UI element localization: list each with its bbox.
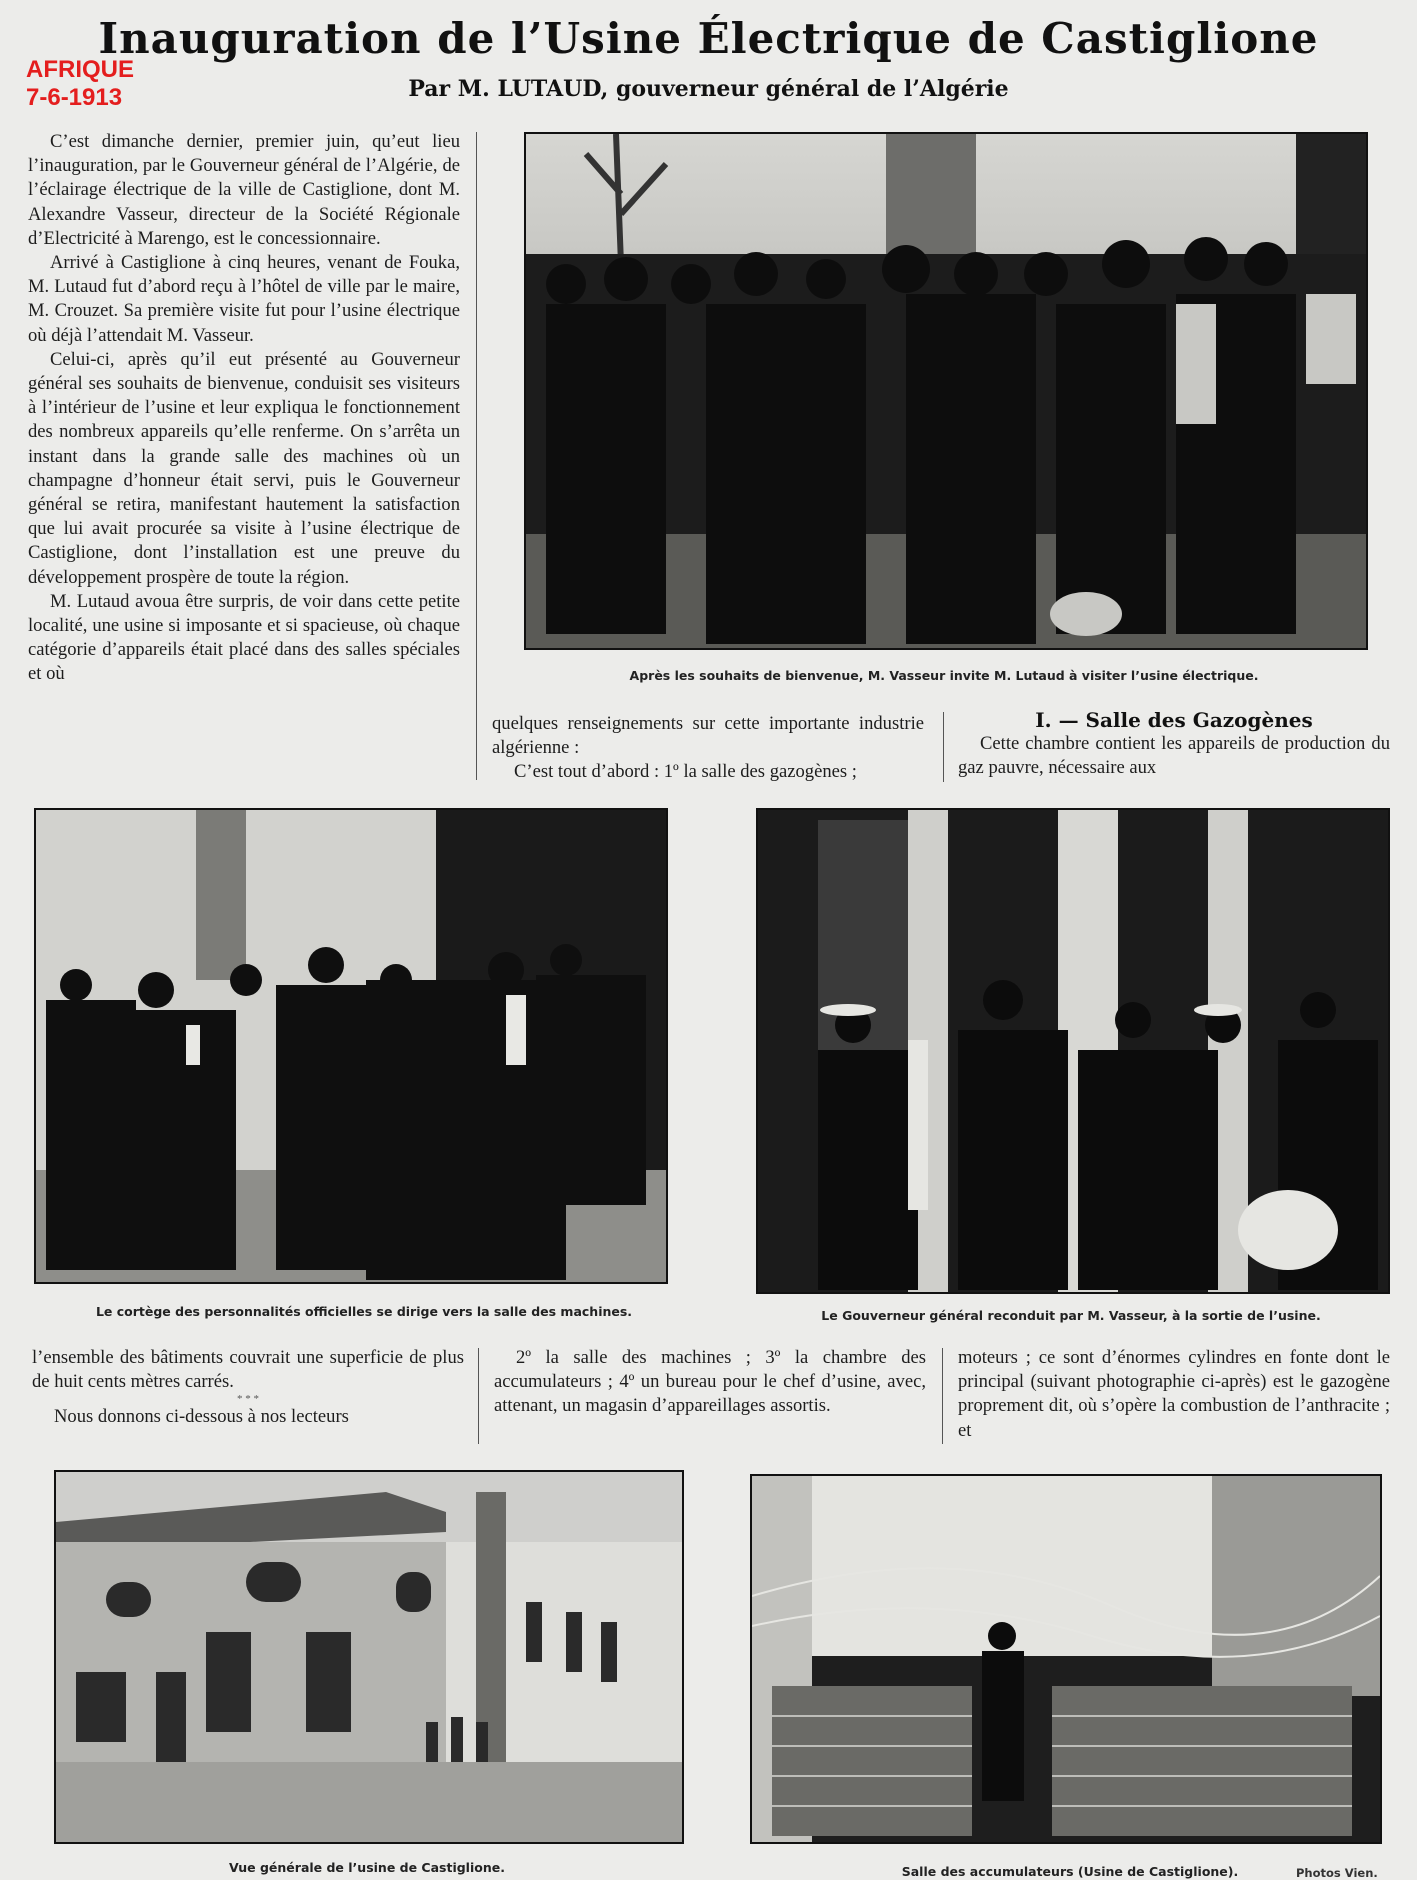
paragraph: quelques renseignements sur cette importante industrie algérienne : [492, 713, 924, 759]
photo-factory-exterior-caption: Vue générale de l’usine de Castiglione. [229, 1860, 505, 1875]
paragraph: C’est tout d’abord : 1º la salle des gazogènes ; [514, 761, 857, 783]
photo-accumulator-room-caption: Salle des accumulateurs (Usine de Castiglione). [901, 1864, 1239, 1879]
column-divider [942, 1348, 943, 1444]
paragraph: Celui-ci, après qu’il eut présenté au Gouverneur général ses souhaits de bienvenue, conduisit ses visiteurs à l’intérieur de l’usine et leur expliqua le fonctionnement des nombreux appareils qu’elle renferme. On s’arrêta un instant dans la grande salle des machines où un champagne d’honneur était servi, puis le Gouverneur général se retira, manifestant hautement la satisfaction que lui avait procurée sa visite à l’usine électrique de Castiglione, dont l’installation est une preuve du développement prospère de toute la région. [28, 348, 460, 588]
paragraph: moteurs ; ce sont d’énormes cylindres en fonte dont le principal (suivant photographie ci-après) est le gazogène proprement dit, où s’opère la combustion de l’anthracite ; et [958, 1347, 1390, 1441]
paragraph: Arrivé à Castiglione à cinq heures, venant de Fouka, M. Lutaud fut d’abord reçu à l’hôtel de ville par le maire, M. Crouzet. Sa première visite fut pour l’usine électrique où déjà l’attendait M. Vasseur. [28, 252, 460, 346]
photo-accumulator-room-image [752, 1476, 1380, 1842]
photo-procession [34, 808, 668, 1284]
photo-accumulator-room [750, 1474, 1382, 1844]
column-divider [476, 132, 477, 780]
article-lower-column-1 [32, 1346, 464, 1430]
photo-welcome [524, 132, 1368, 650]
stamp-date: 7-6-1913 [26, 84, 123, 111]
article-column-3-top [958, 708, 1390, 780]
paragraph: M. Lutaud avoua être surpris, de voir dans cette petite localité, une usine si imposante et si spacieuse, où chaque catégorie d’appareils était placé dans des salles spéciales et où [28, 590, 460, 685]
photo-credit: Photos Vien. [1296, 1866, 1378, 1880]
photo-exit-image [758, 810, 1388, 1292]
article-column-2-top [492, 712, 924, 785]
photo-factory-exterior-image [56, 1472, 682, 1842]
photo-factory-exterior [54, 1470, 684, 1844]
photo-welcome-image [526, 134, 1366, 648]
column-divider [943, 712, 944, 782]
paragraph: 2º la salle des machines ; 3º la chambre des accumulateurs ; 4º un bureau pour le chef d’usine, avec, attenant, un magasin d’appareillages assortis. [494, 1347, 926, 1417]
stamp-publication: AFRIQUE [26, 56, 134, 83]
article-lower-column-2 [494, 1346, 926, 1419]
photo-procession-image [36, 810, 666, 1282]
article-column-1 [28, 130, 460, 687]
paragraph: C’est dimanche dernier, premier juin, qu’eut lieu l’inauguration, par le Gouverneur général de l’Algérie, de l’éclairage électrique de la ville de Castiglione, dont M. Alexandre Vasseur, directeur de la Société Régionale d’Electricité à Marengo, est le concessionnaire. [28, 131, 460, 249]
source-stamp [26, 56, 134, 112]
photo-exit [756, 808, 1390, 1294]
photo-welcome-caption: Après les souhaits de bienvenue, M. Vasseur invite M. Lutaud à visiter l’usine électrique. [629, 668, 1259, 683]
photo-procession-caption: Le cortège des personnalités officielles se dirige vers la salle des machines. [95, 1304, 633, 1319]
paragraph: l’ensemble des bâtiments couvrait une superficie de plus de huit cents mètres carrés. [32, 1347, 464, 1393]
section-heading: I. — Salle des Gazogènes [1035, 708, 1313, 732]
photo-exit-caption: Le Gouverneur général reconduit par M. Vasseur, à la sortie de l’usine. [821, 1308, 1321, 1323]
page-title: Inauguration de l’Usine Électrique de Castiglione [98, 14, 1319, 63]
section-separator: * * * [237, 1393, 259, 1406]
paragraph: Cette chambre contient les appareils de production du gaz pauvre, nécessaire aux [958, 733, 1390, 779]
paragraph: Nous donnons ci-dessous à nos lecteurs [54, 1406, 349, 1428]
page-subtitle: Par M. LUTAUD, gouverneur général de l’Algérie [408, 76, 1009, 102]
article-lower-column-3 [958, 1346, 1390, 1443]
column-divider [478, 1348, 479, 1444]
